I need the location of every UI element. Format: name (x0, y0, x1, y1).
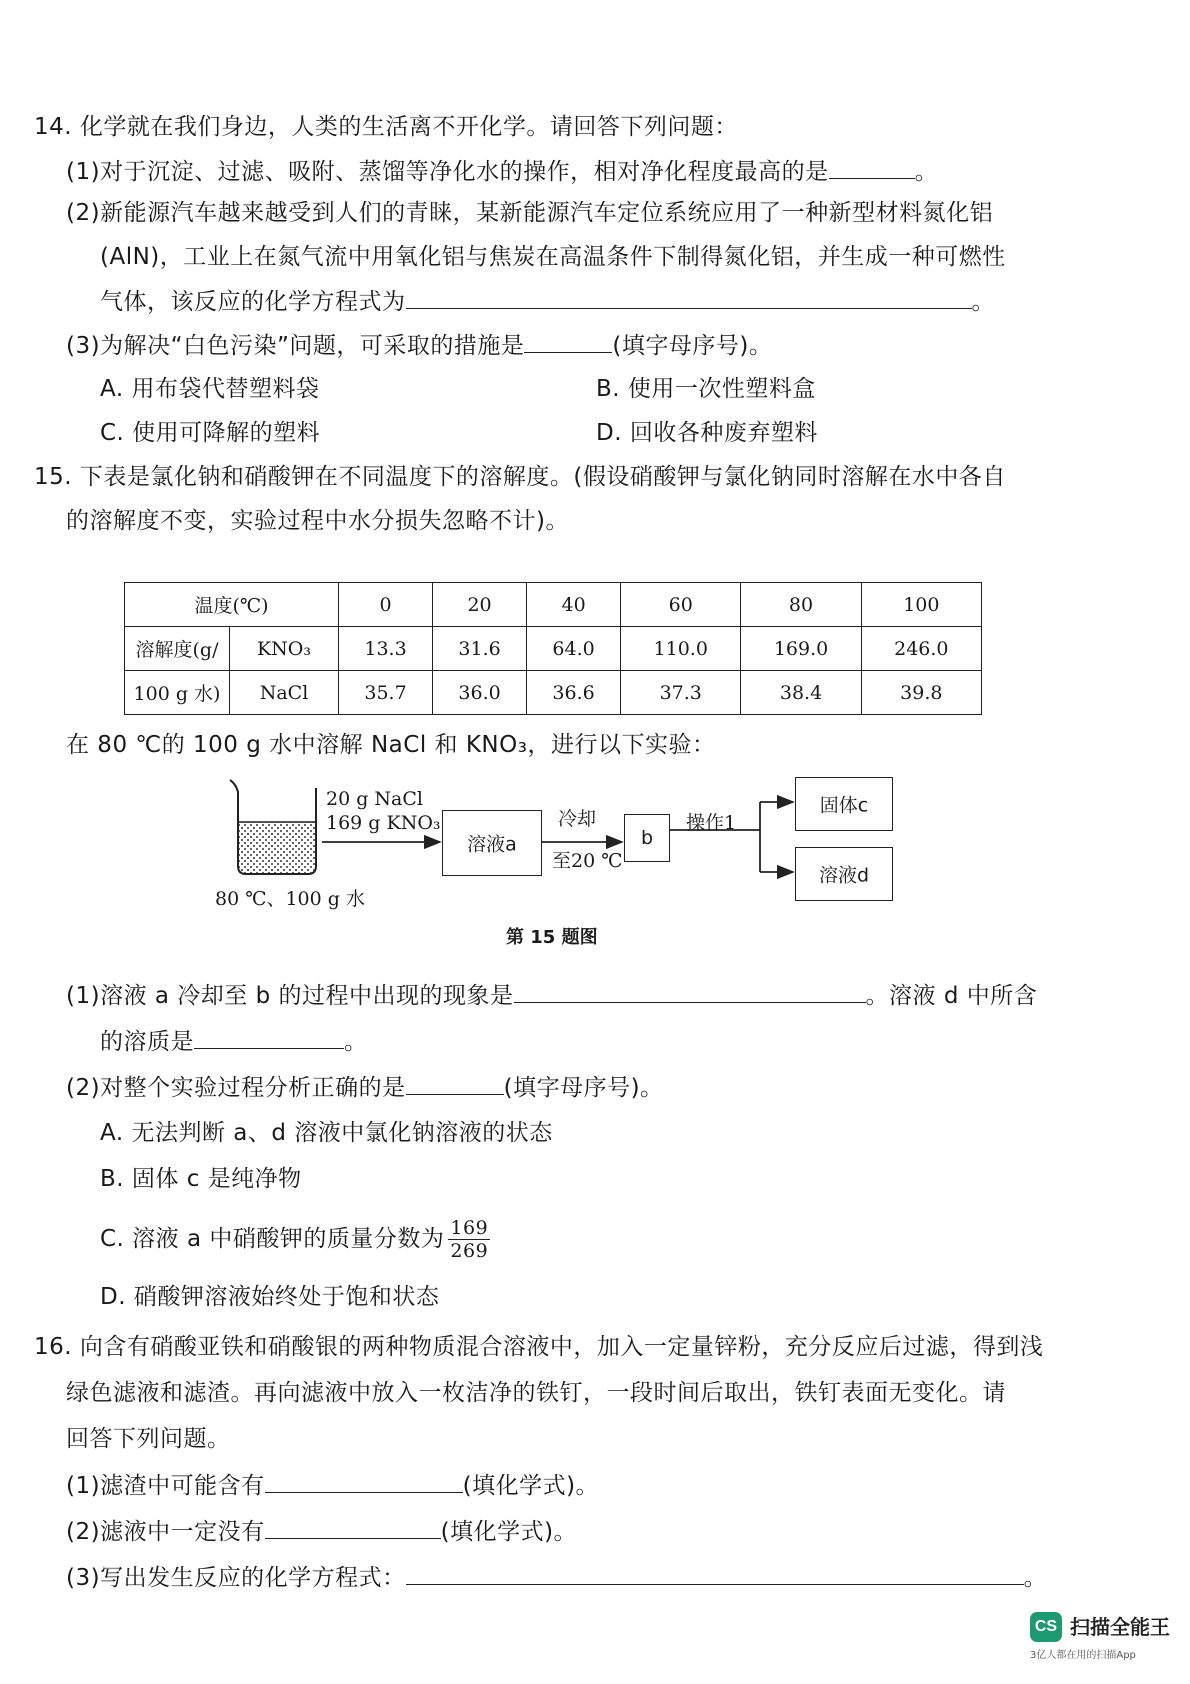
q14-option-d: D. 回收各种废弃塑料 (596, 420, 818, 446)
fraction (448, 1217, 490, 1262)
solution-d-box (795, 847, 893, 901)
table-cell: 246.0 (861, 627, 981, 671)
table-cell: 31.6 (433, 627, 527, 671)
q14-stem: 14. 化学就在我们身边，人类的生活离不开化学。请回答下列问题： (34, 114, 738, 140)
table-cell: 64.0 (527, 627, 621, 671)
q15-stem-line2: 的溶解度不变，实验过程中水分损失忽略不计)。 (66, 508, 569, 534)
q16-part1-text: (1)滤渣中可能含有 (66, 1473, 265, 1499)
figure-caption: 第 15 题图 (506, 927, 598, 948)
q16-part2-blank[interactable] (265, 1516, 441, 1539)
q16-stem-line1: 16. 向含有硝酸亚铁和硝酸银的两种物质混合溶液中，加入一定量锌粉，充分反应后过滤，得到浅 (34, 1334, 1044, 1360)
q14-part1-end: 。 (914, 159, 939, 185)
q15-part1-end: 。 (344, 1029, 368, 1055)
table-cell: 60 (621, 583, 741, 627)
table-cell: 38.4 (741, 671, 861, 715)
q14-part3-end: (填字母序号)。 (612, 333, 773, 359)
b-box (624, 814, 670, 862)
camscanner-logo-icon: CS (1030, 1612, 1062, 1642)
q16-part2 (66, 1516, 577, 1547)
q15-stem-line1: 15. 下表是氯化钠和硝酸钾在不同温度下的溶解度。(假设硝酸钾与氯化钠同时溶解在水中各自 (34, 464, 1006, 490)
b-label: b (640, 827, 654, 849)
q14-option-a: A. 用布袋代替塑料袋 (100, 376, 320, 402)
solution-d-label: 溶液d (818, 864, 870, 887)
q15-option-c (100, 1214, 490, 1264)
q15-part1-mid: 。溶液 d 中所含 (865, 983, 1038, 1009)
q16-part3-text: (3)写出发生反应的化学方程式： (66, 1565, 406, 1591)
q14-part2-text: 气体，该反应的化学方程式为 (100, 289, 406, 315)
q15-part2 (66, 1072, 664, 1103)
table-cell: 39.8 (861, 671, 981, 715)
table-label-solubility-1: 溶解度(g/ (125, 627, 230, 671)
table-cell: 36.0 (433, 671, 527, 715)
cool-to-label: 至20 ℃ (552, 850, 623, 872)
watermark-tagline: 3亿人都在用的扫描App (1030, 1650, 1136, 1661)
q15-part1-line1 (66, 980, 1037, 1011)
q15-option-b: B. 固体 c 是纯净物 (100, 1166, 302, 1192)
q15-option-d: D. 硝酸钾溶液始终处于饱和状态 (100, 1284, 440, 1310)
q15-part1-blank-1[interactable] (514, 980, 866, 1003)
table-label-nacl: NaCl (230, 671, 339, 715)
table-cell: 100 (861, 583, 981, 627)
q15-part1-blank-2[interactable] (194, 1026, 344, 1049)
q14-part2-line2: (AlN)，工业上在氮气流中用氧化铝与焦炭在高温条件下制得氮化铝，并生成一种可燃性 (100, 244, 1006, 270)
q16-part3-blank[interactable] (406, 1562, 1024, 1585)
q16-part3-end: 。 (1023, 1565, 1048, 1591)
q14-part3-text: (3)为解决“白色污染”问题，可采取的措施是 (66, 333, 525, 359)
q15-part1-line2 (100, 1026, 368, 1057)
table-label-kno3: KNO₃ (230, 627, 339, 671)
q14-option-c: C. 使用可降解的塑料 (100, 420, 321, 446)
q15-part2-blank[interactable] (406, 1072, 504, 1095)
table-cell: 36.6 (527, 671, 621, 715)
beaker-label: 80 ℃、100 g 水 (215, 888, 365, 910)
solution-a-label: 溶液a (467, 833, 517, 856)
q15-option-c-text: C. 溶液 a 中硝酸钾的质量分数为 (100, 1226, 445, 1252)
table-cell: 35.7 (339, 671, 433, 715)
q16-part1 (66, 1470, 599, 1501)
q15-intro: 在 80 ℃的 100 g 水中溶解 NaCl 和 KNO₃，进行以下实验： (66, 732, 716, 758)
solid-c-label: 固体c (819, 794, 869, 817)
operation-1-label: 操作1 (686, 812, 737, 834)
table-cell: 40 (527, 583, 621, 627)
q16-stem-line2: 绿色滤液和滤渣。再向滤液中放入一枚洁净的铁钉，一段时间后取出，铁钉表面无变化。请 (66, 1380, 1006, 1406)
q15-part1-l2-text: 的溶质是 (100, 1029, 194, 1055)
q15-part2-text: (2)对整个实验过程分析正确的是 (66, 1075, 406, 1101)
add-kno3-label: 169 g KNO₃ (326, 812, 441, 834)
q15-part2-end: (填字母序号)。 (503, 1075, 664, 1101)
fraction-denominator: 269 (450, 1240, 489, 1262)
q16-part2-end: (填化学式)。 (440, 1519, 578, 1545)
solution-a-box (442, 810, 542, 876)
q16-part1-end: (填化学式)。 (462, 1473, 600, 1499)
cool-label: 冷却 (558, 808, 597, 830)
watermark-brand: 扫描全能王 (1070, 1615, 1170, 1639)
q15-part1-text: (1)溶液 a 冷却至 b 的过程中出现的现象是 (66, 983, 514, 1009)
table-header-temp: 温度(℃) (125, 583, 339, 627)
q16-part2-text: (2)滤液中一定没有 (66, 1519, 265, 1545)
table-cell: 80 (741, 583, 861, 627)
solid-c-box (795, 777, 893, 831)
q16-part3 (66, 1562, 1047, 1593)
table-cell: 169.0 (741, 627, 861, 671)
add-nacl-label: 20 g NaCl (326, 788, 423, 810)
q15-option-a: A. 无法判断 a、d 溶液中氯化钠溶液的状态 (100, 1120, 553, 1146)
q14-option-b: B. 使用一次性塑料盒 (596, 376, 816, 402)
q14-part1-text: (1)对于沉淀、过滤、吸附、蒸馏等净化水的操作，相对净化程度最高的是 (66, 159, 829, 185)
q16-part1-blank[interactable] (265, 1470, 463, 1493)
q16-stem-line3: 回答下列问题。 (66, 1426, 231, 1452)
fraction-numerator: 169 (450, 1217, 489, 1239)
table-cell: 0 (339, 583, 433, 627)
table-cell: 13.3 (339, 627, 433, 671)
table-cell: 20 (433, 583, 527, 627)
table-cell: 37.3 (621, 671, 741, 715)
table-cell: 110.0 (621, 627, 741, 671)
q14-part2-line1: (2)新能源汽车越来越受到人们的青睐，某新能源汽车定位系统应用了一种新型材料氮化铝 (66, 200, 994, 226)
table-label-solubility-2: 100 g 水) (125, 671, 230, 715)
q14-part2-end: 。 (971, 289, 995, 315)
